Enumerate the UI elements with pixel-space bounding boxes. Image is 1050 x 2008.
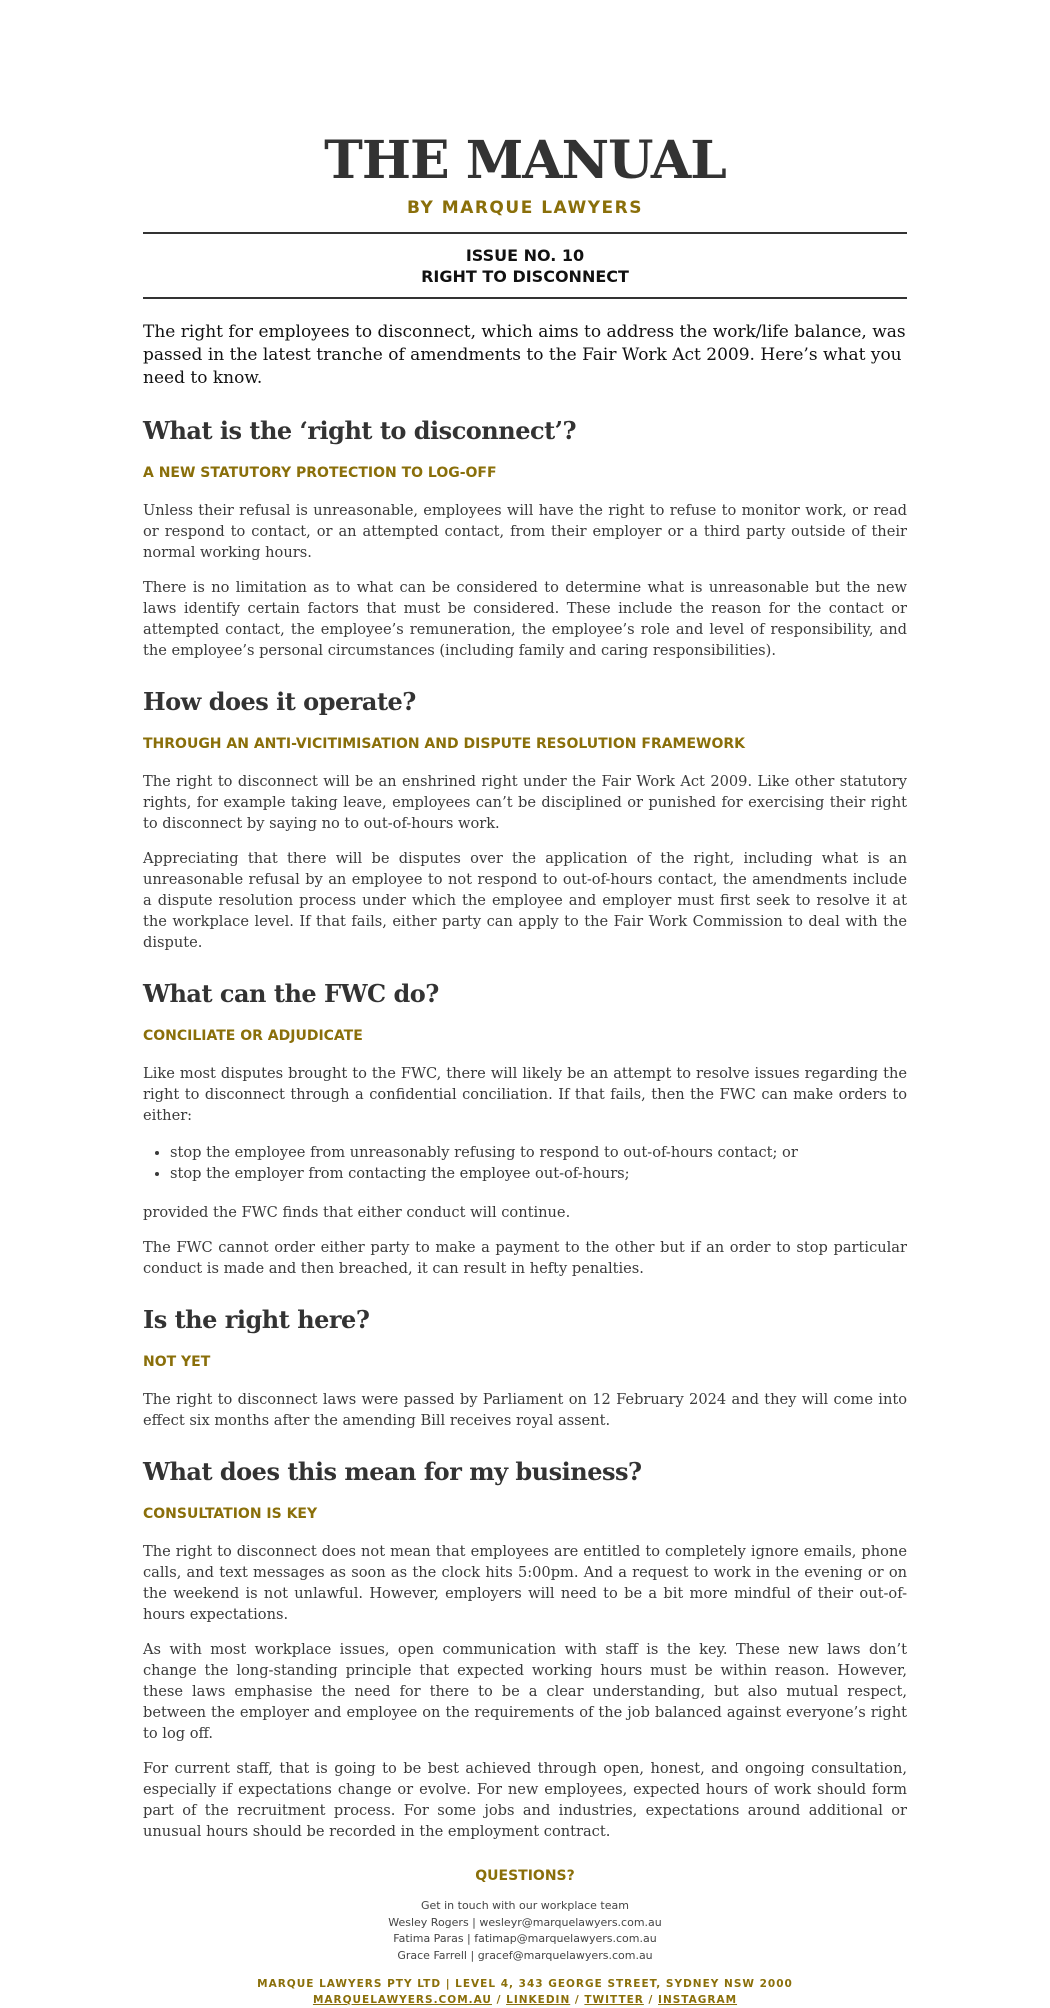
body-paragraph: Like most disputes brought to the FWC, there will likely be an attempt to resolve issues regarding the right to disconnect through a confidential conciliation. If that fails, then the FWC can make orders to either: [143, 1065, 907, 1124]
twitter-link[interactable]: TWITTER [584, 1994, 644, 2006]
contact-line: Grace Farrell | gracef@marquelawyers.com.au [397, 1948, 653, 1962]
issue-topic: RIGHT TO DISCONNECT [421, 267, 629, 286]
list-item: • stop the employer from contacting the employee out-of-hours; [170, 1163, 907, 1184]
masthead-subtitle: BY MARQUE LAWYERS [407, 198, 643, 218]
website-link[interactable]: MARQUELAWYERS.COM.AU [312, 1994, 492, 2006]
section-subtitle: CONCILIATE OR ADJUDICATE [143, 1028, 363, 1044]
body-paragraph: The right to disconnect laws were passed by Parliament on 12 February 2024 and they will come into effect six months after the amending Bill receives royal assent. [143, 1391, 907, 1429]
body-paragraph: Unless their refusal is unreasonable, employees will have the right to refuse to monitor work, or read or respond to contact, or an attempted contact, from their employer or a third party outside of their normal working hours. [143, 502, 907, 561]
body-paragraph: provided the FWC finds that either conduct will continue. [143, 1204, 571, 1221]
section-subtitle: CONSULTATION IS KEY [143, 1506, 318, 1522]
section-title: Is the right here? [143, 1305, 370, 1334]
issue-number: ISSUE NO. 10 [465, 246, 585, 265]
section-title: What does this mean for my business? [143, 1457, 642, 1486]
body-paragraph: As with most workplace issues, open communication with staff is the key. These new laws don’t change the long-standing principle that expected working hours must be within reason. However, these laws emphasise the need for there to be a clear understanding, but also mutual respect, between the employer and employee on the requirements of the job balanced against everyone’s right to log off. [143, 1641, 907, 1742]
issue-banner [143, 234, 907, 297]
body-paragraph: The right to disconnect does not mean that employees are entitled to completely ignore emails, phone calls, and text messages as soon as the clock hits 5:00pm. And a request to work in the evening or on the weekend is not unlawful. However, employers will need to be a bit more mindful of their out-of-hours expectations. [143, 1543, 907, 1623]
questions-heading: QUESTIONS? [475, 1868, 575, 1884]
list-item: • stop the employee from unreasonably refusing to respond to out-of-hours contact; or [170, 1142, 907, 1163]
contact-block [143, 1898, 907, 1964]
section-subtitle: THROUGH AN ANTI-VICITIMISATION AND DISPUTE RESOLUTION FRAMEWORK [143, 736, 746, 752]
footer-links [143, 1992, 907, 2008]
contact-intro: Get in touch with our workplace team [421, 1899, 629, 1912]
linkedin-link[interactable]: LINKEDIN [506, 1994, 571, 2006]
masthead-title: THE MANUAL [324, 130, 726, 191]
contact-line: Fatima Paras | fatimap@marquelawyers.com.au [393, 1932, 657, 1945]
section-title: What can the FWC do? [143, 979, 439, 1008]
body-paragraph: The FWC cannot order either party to make a payment to the other but if an order to stop particular conduct is made and then breached, it can result in hefty penalties. [143, 1239, 907, 1277]
body-paragraph: For current staff, that is going to be best achieved through open, honest, and ongoing consultation, especially if expectations change or evolve. For new employees, expected hours of work should form part of the recruitment process. For some jobs and industries, expectations around additional or unusual hours should be recorded in the employment contract. [143, 1760, 907, 1840]
orders-list [143, 1142, 907, 1184]
footer-address: MARQUE LAWYERS PTY LTD | LEVEL 4, 343 GEORGE STREET, SYDNEY NSW 2000 [257, 1978, 793, 1990]
link-separator: / [570, 1994, 585, 2006]
link-separator: / [491, 1994, 507, 2006]
newsletter-page [143, 0, 907, 2008]
intro-paragraph: The right for employees to disconnect, which aims to address the work/life balance, was passed in the latest tranche of amendments to the Fair Work Act 2009. Here’s what you need to know. [143, 322, 906, 388]
link-separator: / [643, 1994, 659, 2006]
section-title: What is the ‘right to disconnect’? [143, 416, 577, 445]
body-paragraph: The right to disconnect will be an enshrined right under the Fair Work Act 2009. Like other statutory rights, for example taking leave, employees can’t be disciplined or punished for exercising their right to disconnect by saying no to out-of-hours work. [143, 773, 907, 832]
bottom-divider [143, 297, 907, 299]
section-title: How does it operate? [143, 687, 416, 716]
instagram-link[interactable]: INSTAGRAM [658, 1994, 738, 2006]
body-paragraph: Appreciating that there will be disputes over the application of the right, including what is an unreasonable refusal by an employee to not respond to out-of-hours contact, the amendments include a dispute resolution process under which the employee and employer must first seek to resolve it at the workplace level. If that fails, either party can apply to the Fair Work Commission to deal with the dispute. [143, 850, 907, 951]
section-subtitle: A NEW STATUTORY PROTECTION TO LOG-OFF [143, 465, 497, 481]
contact-line: Wesley Rogers | wesleyr@marquelawyers.com.au [388, 1915, 662, 1929]
section-subtitle: NOT YET [143, 1354, 211, 1370]
body-paragraph: There is no limitation as to what can be considered to determine what is unreasonable but the new laws identify certain factors that must be considered. These include the reason for the contact or attempted contact, the employee’s remuneration, the employee’s role and level of responsibility, and the employee’s personal circumstances (including family and caring responsibilities). [143, 579, 907, 659]
